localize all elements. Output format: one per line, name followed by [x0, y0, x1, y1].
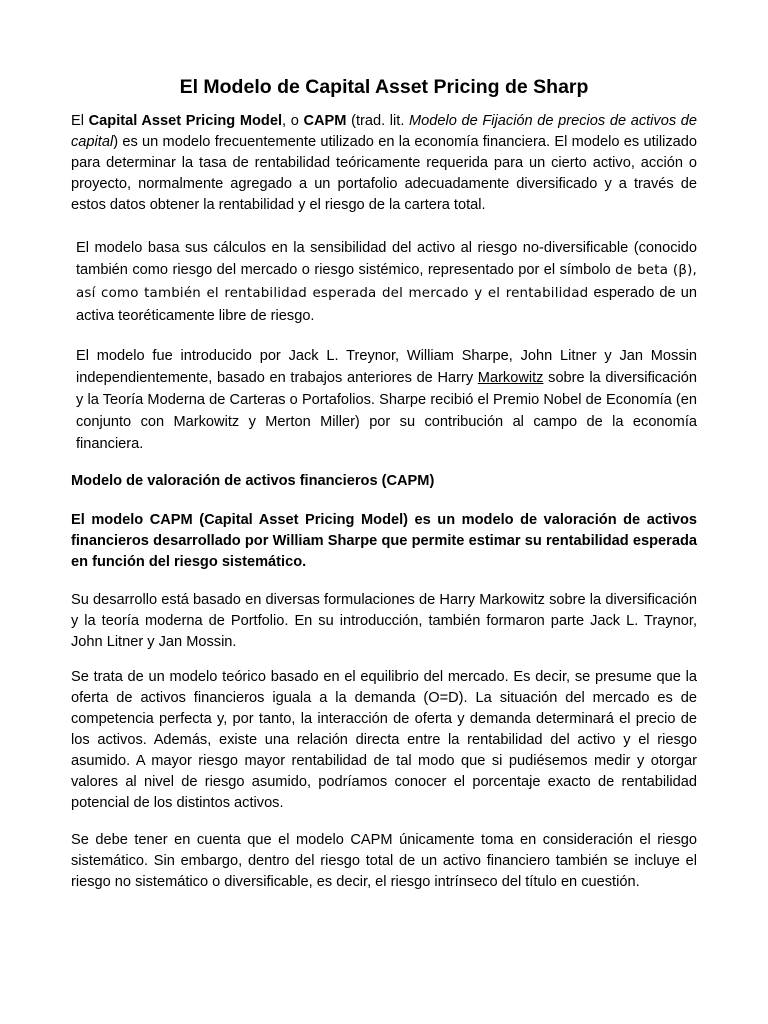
text-run: ) es un modelo frecuentemente utilizado en la economía financiera. El modelo es utilizado para determinar la tasa de rentabilidad teóricamente requerida para un cierto activo, acción o proyecto, normalmente agregado a un portafolio adecuadamente diversificado y a través de estos datos obtener la rentabilidad y el riesgo de la cartera total.: [71, 134, 697, 213]
document-title: El Modelo de Capital Asset Pricing de Sharp: [179, 76, 589, 98]
text-run: , o: [282, 113, 304, 129]
paragraph-capm-bold-summary: El modelo CAPM (Capital Asset Pricing Model) es un modelo de valoración de activos financieros desarrollado por William Sharpe que permite estimar su rentabilidad esperada en función del riesgo sistemático.: [71, 512, 697, 570]
paragraph-development: Su desarrollo está basado en diversas formulaciones de Harry Markowitz sobre la diversificación y la teoría moderna de Portfolio. En su introducción, también formaron parte Jack L. Traynor, John Litner y Jan Mossin.: [71, 592, 697, 650]
text-run: El: [71, 113, 89, 129]
italic-translation: Modelo de Fijación de precios de activos de capital: [71, 113, 698, 150]
text-run: El modelo fue introducido por Jack L. Treynor, William Sharpe, John Litner y Jan Mossin independientemente, basado en trabajos anteriores de Harry: [76, 348, 697, 386]
paragraph-model-history: [76, 345, 697, 455]
markowitz-link[interactable]: Markowitz: [477, 370, 544, 386]
text-run: esperado de un activa teoréticamente libre de riesgo.: [76, 285, 697, 324]
section-heading-capm: Modelo de valoración de activos financieros (CAPM): [71, 473, 435, 489]
bold-term-capm-full: Capital Asset Pricing Model: [88, 113, 283, 129]
paragraph-model-basis: [76, 237, 697, 327]
paragraph-equilibrium: Se trata de un modelo teórico basado en el equilibrio del mercado. Es decir, se presume que la oferta de activos financieros iguala a la demanda (O=D). La situación del mercado es de competencia perfecta y, por tanto, la interacción de oferta y demanda determinará el precio de los activos. Además, existe una relación directa entre la rentabilidad del activo y el riesgo asumido. A mayor riesgo mayor rentabilidad de tal modo que si pudiésemos medir y otorgar valores al nivel de riesgo asumido, podríamos conocer el porcentaje exacto de rentabilidad potencial de los distintos activos.: [71, 669, 697, 811]
bold-term-capm: CAPM: [303, 113, 347, 129]
paragraph-capm-definition: [71, 111, 697, 216]
text-run: sobre la diversificación y la Teoría Moderna de Carteras o Portafolios. Sharpe recibió el Premio Nobel de Economía (en conjunto con Markowitz y Merton Miller) por su contribución al campo de la economía financiera.: [76, 370, 697, 452]
text-run: (trad. lit.: [346, 113, 410, 129]
text-run-beta: de beta (β), así como también el rentabilidad esperada del mercado y el rentabilidad: [76, 263, 697, 301]
text-run: El modelo basa sus cálculos en la sensibilidad del activo al riesgo no-diversificable (conocido también como riesgo del mercado o riesgo sistémico, representado por el símbolo: [76, 240, 697, 278]
paragraph-systematic-risk: Se debe tener en cuenta que el modelo CAPM únicamente toma en consideración el riesgo sistemático. Sin embargo, dentro del riesgo total de un activo financiero también se incluye el riesgo no sistemático o diversificable, es decir, el riesgo intrínseco del título en cuestión.: [71, 832, 697, 890]
